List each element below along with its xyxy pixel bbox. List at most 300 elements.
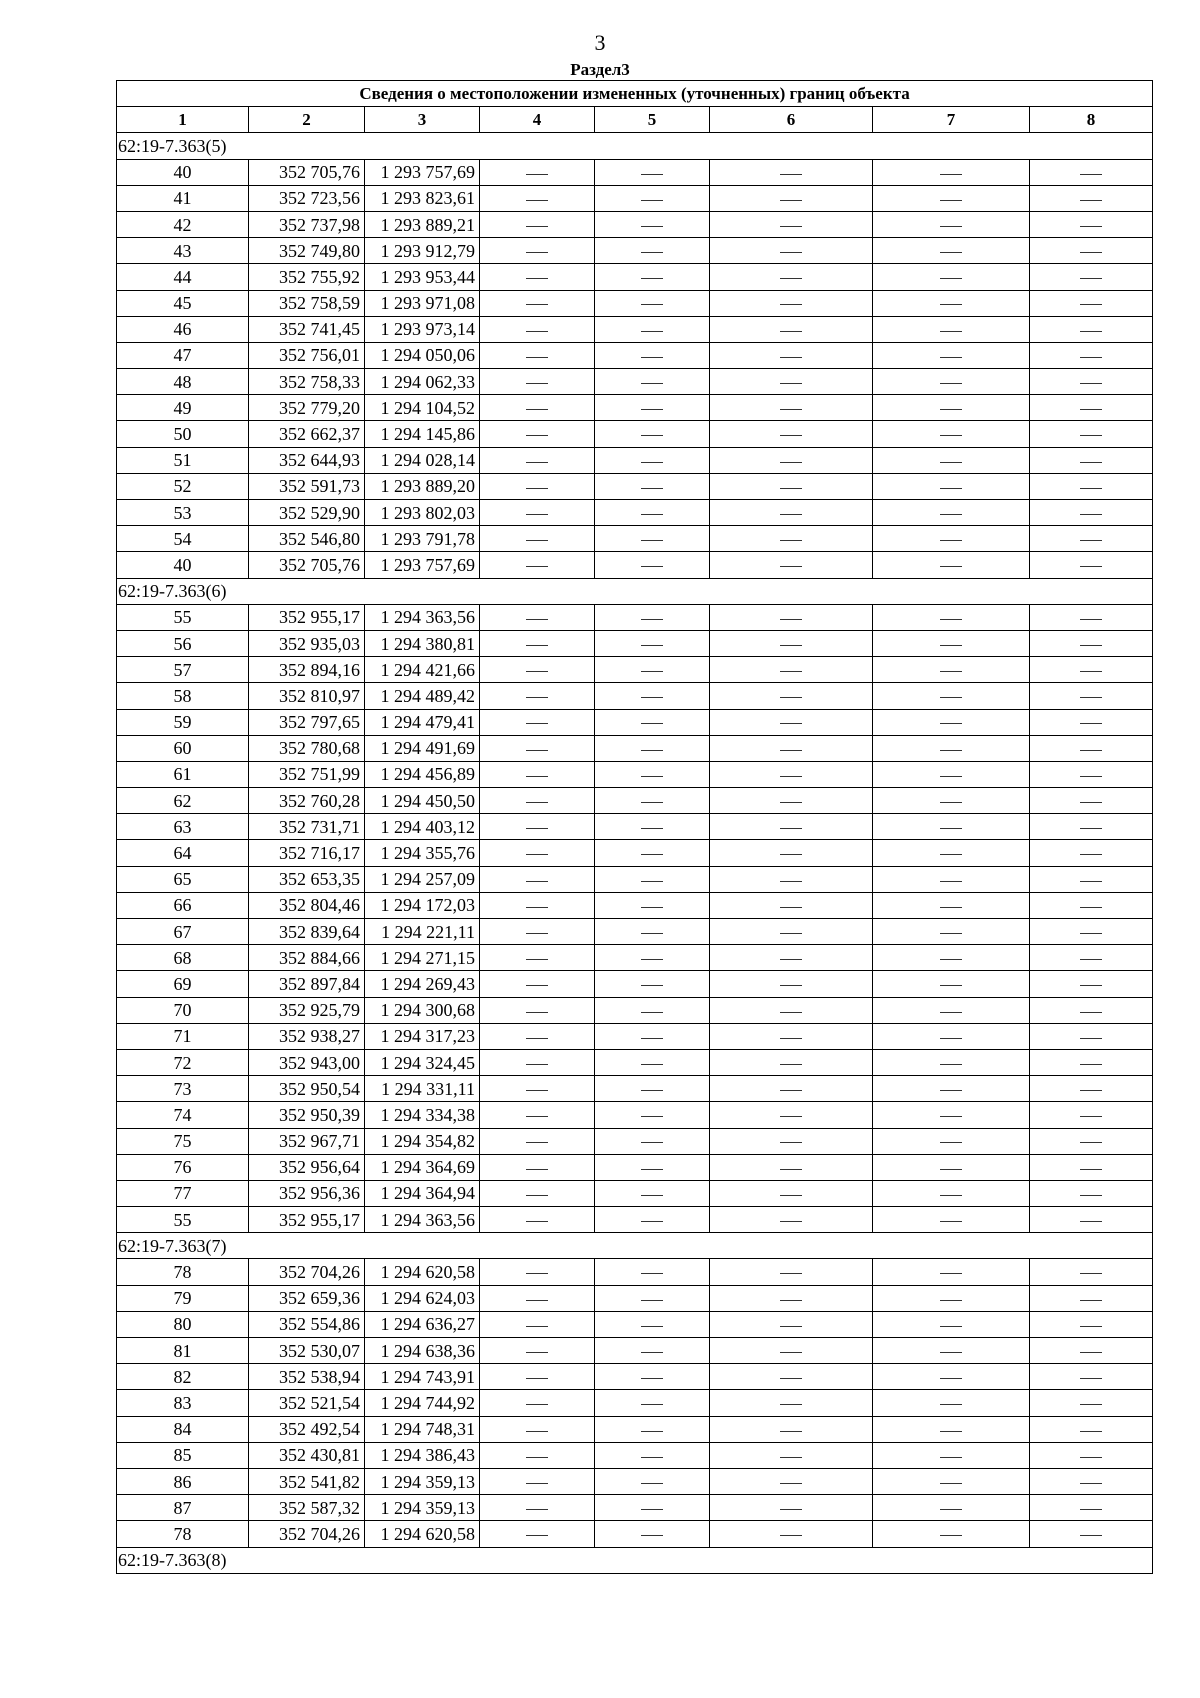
dash-mark bbox=[526, 1535, 548, 1536]
dash-mark bbox=[940, 1273, 962, 1274]
table-row bbox=[117, 473, 1153, 499]
table-row bbox=[117, 1442, 1153, 1468]
empty-cell bbox=[710, 683, 873, 709]
empty-cell bbox=[1030, 421, 1153, 447]
empty-cell bbox=[710, 316, 873, 342]
empty-cell bbox=[480, 604, 595, 630]
dash-mark bbox=[940, 854, 962, 855]
empty-cell bbox=[873, 421, 1030, 447]
dash-mark bbox=[641, 174, 663, 175]
empty-cell bbox=[480, 342, 595, 368]
empty-cell bbox=[595, 473, 710, 499]
point-number: 40 bbox=[117, 159, 249, 185]
empty-cell bbox=[710, 945, 873, 971]
empty-cell bbox=[873, 369, 1030, 395]
x-coordinate: 352 662,37 bbox=[249, 421, 365, 447]
dash-mark bbox=[526, 828, 548, 829]
y-coordinate: 1 294 743,91 bbox=[365, 1364, 480, 1390]
dash-mark bbox=[641, 907, 663, 908]
empty-cell bbox=[595, 1023, 710, 1049]
empty-cell bbox=[595, 1049, 710, 1075]
dash-mark bbox=[1080, 933, 1102, 934]
point-number: 81 bbox=[117, 1338, 249, 1364]
dash-mark bbox=[780, 1064, 802, 1065]
empty-cell bbox=[595, 971, 710, 997]
dash-mark bbox=[1080, 1169, 1102, 1170]
y-coordinate: 1 294 403,12 bbox=[365, 814, 480, 840]
y-coordinate: 1 293 791,78 bbox=[365, 526, 480, 552]
empty-cell bbox=[1030, 709, 1153, 735]
dash-mark bbox=[526, 1116, 548, 1117]
point-number: 86 bbox=[117, 1468, 249, 1494]
empty-cell bbox=[873, 1364, 1030, 1390]
dash-mark bbox=[940, 776, 962, 777]
page-number: 3 bbox=[594, 30, 606, 55]
empty-cell bbox=[873, 997, 1030, 1023]
x-coordinate: 352 546,80 bbox=[249, 526, 365, 552]
empty-cell bbox=[873, 1207, 1030, 1233]
dash-mark bbox=[780, 488, 802, 489]
empty-cell bbox=[480, 919, 595, 945]
x-coordinate: 352 755,92 bbox=[249, 264, 365, 290]
y-coordinate: 1 294 620,58 bbox=[365, 1521, 480, 1547]
dash-mark bbox=[780, 1404, 802, 1405]
dash-mark bbox=[780, 435, 802, 436]
point-number: 42 bbox=[117, 211, 249, 237]
empty-cell bbox=[480, 892, 595, 918]
empty-cell bbox=[873, 866, 1030, 892]
dash-mark bbox=[526, 697, 548, 698]
dash-mark bbox=[641, 959, 663, 960]
table-row bbox=[117, 290, 1153, 316]
dash-mark bbox=[1080, 1483, 1102, 1484]
empty-cell bbox=[480, 264, 595, 290]
dash-mark bbox=[780, 697, 802, 698]
dash-mark bbox=[1080, 1116, 1102, 1117]
x-coordinate: 352 541,82 bbox=[249, 1468, 365, 1494]
empty-cell bbox=[1030, 290, 1153, 316]
y-coordinate: 1 293 757,69 bbox=[365, 159, 480, 185]
table-row bbox=[117, 1102, 1153, 1128]
y-coordinate: 1 294 028,14 bbox=[365, 447, 480, 473]
y-coordinate: 1 294 324,45 bbox=[365, 1049, 480, 1075]
empty-cell bbox=[710, 1364, 873, 1390]
dash-mark bbox=[1080, 488, 1102, 489]
table-row bbox=[117, 971, 1153, 997]
empty-cell bbox=[480, 1416, 595, 1442]
empty-cell bbox=[1030, 238, 1153, 264]
empty-cell bbox=[480, 290, 595, 316]
dash-mark bbox=[940, 1090, 962, 1091]
dash-mark bbox=[940, 1300, 962, 1301]
x-coordinate: 352 529,90 bbox=[249, 500, 365, 526]
empty-cell bbox=[1030, 1338, 1153, 1364]
empty-cell bbox=[710, 1285, 873, 1311]
empty-cell bbox=[480, 761, 595, 787]
table-row bbox=[117, 369, 1153, 395]
dash-mark bbox=[940, 697, 962, 698]
dash-mark bbox=[1080, 671, 1102, 672]
empty-cell bbox=[1030, 1285, 1153, 1311]
table-row bbox=[117, 264, 1153, 290]
dash-mark bbox=[1080, 1535, 1102, 1536]
dash-mark bbox=[1080, 802, 1102, 803]
point-number: 55 bbox=[117, 604, 249, 630]
y-coordinate: 1 294 744,92 bbox=[365, 1390, 480, 1416]
empty-cell bbox=[710, 552, 873, 578]
dash-mark bbox=[1080, 252, 1102, 253]
empty-cell bbox=[873, 1416, 1030, 1442]
table-row bbox=[117, 238, 1153, 264]
dash-mark bbox=[641, 1142, 663, 1143]
group-label: 62:19-7.363(8) bbox=[117, 1547, 1153, 1573]
empty-cell bbox=[710, 1154, 873, 1180]
empty-cell bbox=[480, 1259, 595, 1285]
dash-mark bbox=[780, 278, 802, 279]
table-row bbox=[117, 814, 1153, 840]
y-coordinate: 1 294 363,56 bbox=[365, 604, 480, 630]
x-coordinate: 352 839,64 bbox=[249, 919, 365, 945]
table-row bbox=[117, 1338, 1153, 1364]
dash-mark bbox=[526, 226, 548, 227]
dash-mark bbox=[1080, 1431, 1102, 1432]
empty-cell bbox=[710, 1468, 873, 1494]
empty-cell bbox=[480, 526, 595, 552]
x-coordinate: 352 760,28 bbox=[249, 788, 365, 814]
dash-mark bbox=[641, 1352, 663, 1353]
table-row bbox=[117, 185, 1153, 211]
dash-mark bbox=[780, 1378, 802, 1379]
dash-mark bbox=[940, 1221, 962, 1222]
point-number: 75 bbox=[117, 1128, 249, 1154]
column-header: 3 bbox=[365, 107, 480, 133]
dash-mark bbox=[526, 1300, 548, 1301]
empty-cell bbox=[1030, 211, 1153, 237]
empty-cell bbox=[710, 1390, 873, 1416]
empty-cell bbox=[710, 735, 873, 761]
y-coordinate: 1 294 145,86 bbox=[365, 421, 480, 447]
dash-mark bbox=[641, 357, 663, 358]
dash-mark bbox=[780, 1116, 802, 1117]
empty-cell bbox=[595, 447, 710, 473]
dash-mark bbox=[1080, 1038, 1102, 1039]
dash-mark bbox=[940, 959, 962, 960]
empty-cell bbox=[480, 1023, 595, 1049]
table-header-row bbox=[117, 107, 1153, 133]
dash-mark bbox=[940, 1326, 962, 1327]
y-coordinate: 1 294 386,43 bbox=[365, 1442, 480, 1468]
empty-cell bbox=[595, 526, 710, 552]
dash-mark bbox=[526, 540, 548, 541]
empty-cell bbox=[595, 1521, 710, 1547]
dash-mark bbox=[641, 881, 663, 882]
empty-cell bbox=[710, 421, 873, 447]
point-number: 51 bbox=[117, 447, 249, 473]
point-number: 76 bbox=[117, 1154, 249, 1180]
empty-cell bbox=[873, 709, 1030, 735]
y-coordinate: 1 294 380,81 bbox=[365, 630, 480, 656]
table-row bbox=[117, 1180, 1153, 1206]
x-coordinate: 352 731,71 bbox=[249, 814, 365, 840]
empty-cell bbox=[710, 709, 873, 735]
empty-cell bbox=[710, 1049, 873, 1075]
empty-cell bbox=[873, 892, 1030, 918]
dash-mark bbox=[940, 1169, 962, 1170]
x-coordinate: 352 591,73 bbox=[249, 473, 365, 499]
table-row bbox=[117, 788, 1153, 814]
y-coordinate: 1 294 456,89 bbox=[365, 761, 480, 787]
point-number: 50 bbox=[117, 421, 249, 447]
table-row bbox=[117, 1207, 1153, 1233]
column-header: 4 bbox=[480, 107, 595, 133]
empty-cell bbox=[595, 421, 710, 447]
empty-cell bbox=[873, 604, 1030, 630]
x-coordinate: 352 704,26 bbox=[249, 1521, 365, 1547]
empty-cell bbox=[595, 1468, 710, 1494]
table-row bbox=[117, 997, 1153, 1023]
dash-mark bbox=[641, 1509, 663, 1510]
empty-cell bbox=[480, 709, 595, 735]
dash-mark bbox=[641, 750, 663, 751]
dash-mark bbox=[526, 1273, 548, 1274]
empty-cell bbox=[1030, 814, 1153, 840]
dash-mark bbox=[641, 776, 663, 777]
empty-cell bbox=[1030, 1442, 1153, 1468]
dash-mark bbox=[940, 435, 962, 436]
empty-cell bbox=[710, 1180, 873, 1206]
point-number: 52 bbox=[117, 473, 249, 499]
empty-cell bbox=[480, 1102, 595, 1128]
empty-cell bbox=[873, 526, 1030, 552]
empty-cell bbox=[873, 945, 1030, 971]
point-number: 65 bbox=[117, 866, 249, 892]
x-coordinate: 352 538,94 bbox=[249, 1364, 365, 1390]
empty-cell bbox=[480, 1049, 595, 1075]
dash-mark bbox=[1080, 1273, 1102, 1274]
dash-mark bbox=[780, 1273, 802, 1274]
dash-mark bbox=[526, 1038, 548, 1039]
dash-mark bbox=[526, 750, 548, 751]
dash-mark bbox=[641, 462, 663, 463]
table-row bbox=[117, 342, 1153, 368]
empty-cell bbox=[595, 500, 710, 526]
y-coordinate: 1 293 889,20 bbox=[365, 473, 480, 499]
point-number: 68 bbox=[117, 945, 249, 971]
empty-cell bbox=[480, 211, 595, 237]
x-coordinate: 352 751,99 bbox=[249, 761, 365, 787]
empty-cell bbox=[1030, 683, 1153, 709]
dash-mark bbox=[780, 200, 802, 201]
empty-cell bbox=[595, 1180, 710, 1206]
empty-cell bbox=[710, 264, 873, 290]
empty-cell bbox=[480, 971, 595, 997]
table-row bbox=[117, 1416, 1153, 1442]
x-coordinate: 352 779,20 bbox=[249, 395, 365, 421]
dash-mark bbox=[1080, 226, 1102, 227]
column-header: 2 bbox=[249, 107, 365, 133]
empty-cell bbox=[1030, 1521, 1153, 1547]
dash-mark bbox=[526, 383, 548, 384]
empty-cell bbox=[595, 1390, 710, 1416]
y-coordinate: 1 294 363,56 bbox=[365, 1207, 480, 1233]
y-coordinate: 1 294 221,11 bbox=[365, 919, 480, 945]
x-coordinate: 352 749,80 bbox=[249, 238, 365, 264]
dash-mark bbox=[1080, 1326, 1102, 1327]
dash-mark bbox=[641, 854, 663, 855]
empty-cell bbox=[1030, 892, 1153, 918]
table-row bbox=[117, 1468, 1153, 1494]
table-body bbox=[117, 133, 1153, 1573]
table-row bbox=[117, 1390, 1153, 1416]
point-number: 80 bbox=[117, 1311, 249, 1337]
x-coordinate: 352 897,84 bbox=[249, 971, 365, 997]
dash-mark bbox=[780, 540, 802, 541]
empty-cell bbox=[873, 814, 1030, 840]
dash-mark bbox=[641, 1300, 663, 1301]
empty-cell bbox=[1030, 1259, 1153, 1285]
empty-cell bbox=[710, 500, 873, 526]
empty-cell bbox=[1030, 1102, 1153, 1128]
dash-mark bbox=[940, 1509, 962, 1510]
empty-cell bbox=[595, 761, 710, 787]
empty-cell bbox=[1030, 1311, 1153, 1337]
point-number: 71 bbox=[117, 1023, 249, 1049]
group-row bbox=[117, 133, 1153, 159]
point-number: 54 bbox=[117, 526, 249, 552]
empty-cell bbox=[1030, 185, 1153, 211]
empty-cell bbox=[710, 1259, 873, 1285]
dash-mark bbox=[641, 619, 663, 620]
empty-cell bbox=[873, 500, 1030, 526]
dash-mark bbox=[526, 278, 548, 279]
empty-cell bbox=[595, 290, 710, 316]
empty-cell bbox=[1030, 945, 1153, 971]
empty-cell bbox=[873, 630, 1030, 656]
x-coordinate: 352 741,45 bbox=[249, 316, 365, 342]
dash-mark bbox=[641, 1195, 663, 1196]
empty-cell bbox=[480, 1128, 595, 1154]
dash-mark bbox=[526, 907, 548, 908]
dash-mark bbox=[940, 933, 962, 934]
empty-cell bbox=[480, 1468, 595, 1494]
y-coordinate: 1 293 953,44 bbox=[365, 264, 480, 290]
empty-cell bbox=[595, 316, 710, 342]
dash-mark bbox=[526, 488, 548, 489]
dash-mark bbox=[940, 907, 962, 908]
dash-mark bbox=[1080, 619, 1102, 620]
x-coordinate: 352 956,36 bbox=[249, 1180, 365, 1206]
dash-mark bbox=[780, 854, 802, 855]
table-row bbox=[117, 735, 1153, 761]
empty-cell bbox=[873, 1468, 1030, 1494]
empty-cell bbox=[1030, 1390, 1153, 1416]
empty-cell bbox=[480, 788, 595, 814]
y-coordinate: 1 294 636,27 bbox=[365, 1311, 480, 1337]
point-number: 47 bbox=[117, 342, 249, 368]
dash-mark bbox=[1080, 985, 1102, 986]
point-number: 78 bbox=[117, 1259, 249, 1285]
empty-cell bbox=[595, 1495, 710, 1521]
dash-mark bbox=[940, 1431, 962, 1432]
x-coordinate: 352 653,35 bbox=[249, 866, 365, 892]
table-row bbox=[117, 919, 1153, 945]
x-coordinate: 352 943,00 bbox=[249, 1049, 365, 1075]
x-coordinate: 352 723,56 bbox=[249, 185, 365, 211]
dash-mark bbox=[1080, 1064, 1102, 1065]
x-coordinate: 352 587,32 bbox=[249, 1495, 365, 1521]
point-number: 59 bbox=[117, 709, 249, 735]
dash-mark bbox=[940, 1116, 962, 1117]
empty-cell bbox=[1030, 526, 1153, 552]
empty-cell bbox=[710, 1128, 873, 1154]
empty-cell bbox=[595, 1207, 710, 1233]
dash-mark bbox=[1080, 540, 1102, 541]
point-number: 43 bbox=[117, 238, 249, 264]
empty-cell bbox=[873, 1128, 1030, 1154]
dash-mark bbox=[1080, 1509, 1102, 1510]
dash-mark bbox=[940, 383, 962, 384]
dash-mark bbox=[780, 1090, 802, 1091]
dash-mark bbox=[1080, 1457, 1102, 1458]
empty-cell bbox=[710, 604, 873, 630]
empty-cell bbox=[710, 238, 873, 264]
dash-mark bbox=[641, 252, 663, 253]
empty-cell bbox=[1030, 552, 1153, 578]
empty-cell bbox=[710, 788, 873, 814]
dash-mark bbox=[641, 723, 663, 724]
column-header: 5 bbox=[595, 107, 710, 133]
empty-cell bbox=[480, 840, 595, 866]
empty-cell bbox=[595, 735, 710, 761]
empty-cell bbox=[1030, 630, 1153, 656]
table-row bbox=[117, 840, 1153, 866]
empty-cell bbox=[710, 1338, 873, 1364]
empty-cell bbox=[710, 395, 873, 421]
x-coordinate: 352 956,64 bbox=[249, 1154, 365, 1180]
empty-cell bbox=[480, 316, 595, 342]
table-row bbox=[117, 761, 1153, 787]
empty-cell bbox=[1030, 342, 1153, 368]
column-header: 8 bbox=[1030, 107, 1153, 133]
table-row bbox=[117, 1128, 1153, 1154]
empty-cell bbox=[1030, 1180, 1153, 1206]
dash-mark bbox=[641, 566, 663, 567]
x-coordinate: 352 950,54 bbox=[249, 1076, 365, 1102]
table-row bbox=[117, 500, 1153, 526]
empty-cell bbox=[1030, 264, 1153, 290]
table-row bbox=[117, 1049, 1153, 1075]
empty-cell bbox=[873, 211, 1030, 237]
y-coordinate: 1 293 757,69 bbox=[365, 552, 480, 578]
dash-mark bbox=[641, 1431, 663, 1432]
dash-mark bbox=[940, 619, 962, 620]
x-coordinate: 352 804,46 bbox=[249, 892, 365, 918]
dash-mark bbox=[1080, 331, 1102, 332]
dash-mark bbox=[641, 1038, 663, 1039]
point-number: 58 bbox=[117, 683, 249, 709]
empty-cell bbox=[480, 866, 595, 892]
y-coordinate: 1 294 354,82 bbox=[365, 1128, 480, 1154]
x-coordinate: 352 967,71 bbox=[249, 1128, 365, 1154]
x-coordinate: 352 705,76 bbox=[249, 552, 365, 578]
dash-mark bbox=[641, 1326, 663, 1327]
y-coordinate: 1 294 491,69 bbox=[365, 735, 480, 761]
empty-cell bbox=[595, 657, 710, 683]
dash-mark bbox=[1080, 828, 1102, 829]
dash-mark bbox=[526, 854, 548, 855]
y-coordinate: 1 293 973,14 bbox=[365, 316, 480, 342]
x-coordinate: 352 950,39 bbox=[249, 1102, 365, 1128]
